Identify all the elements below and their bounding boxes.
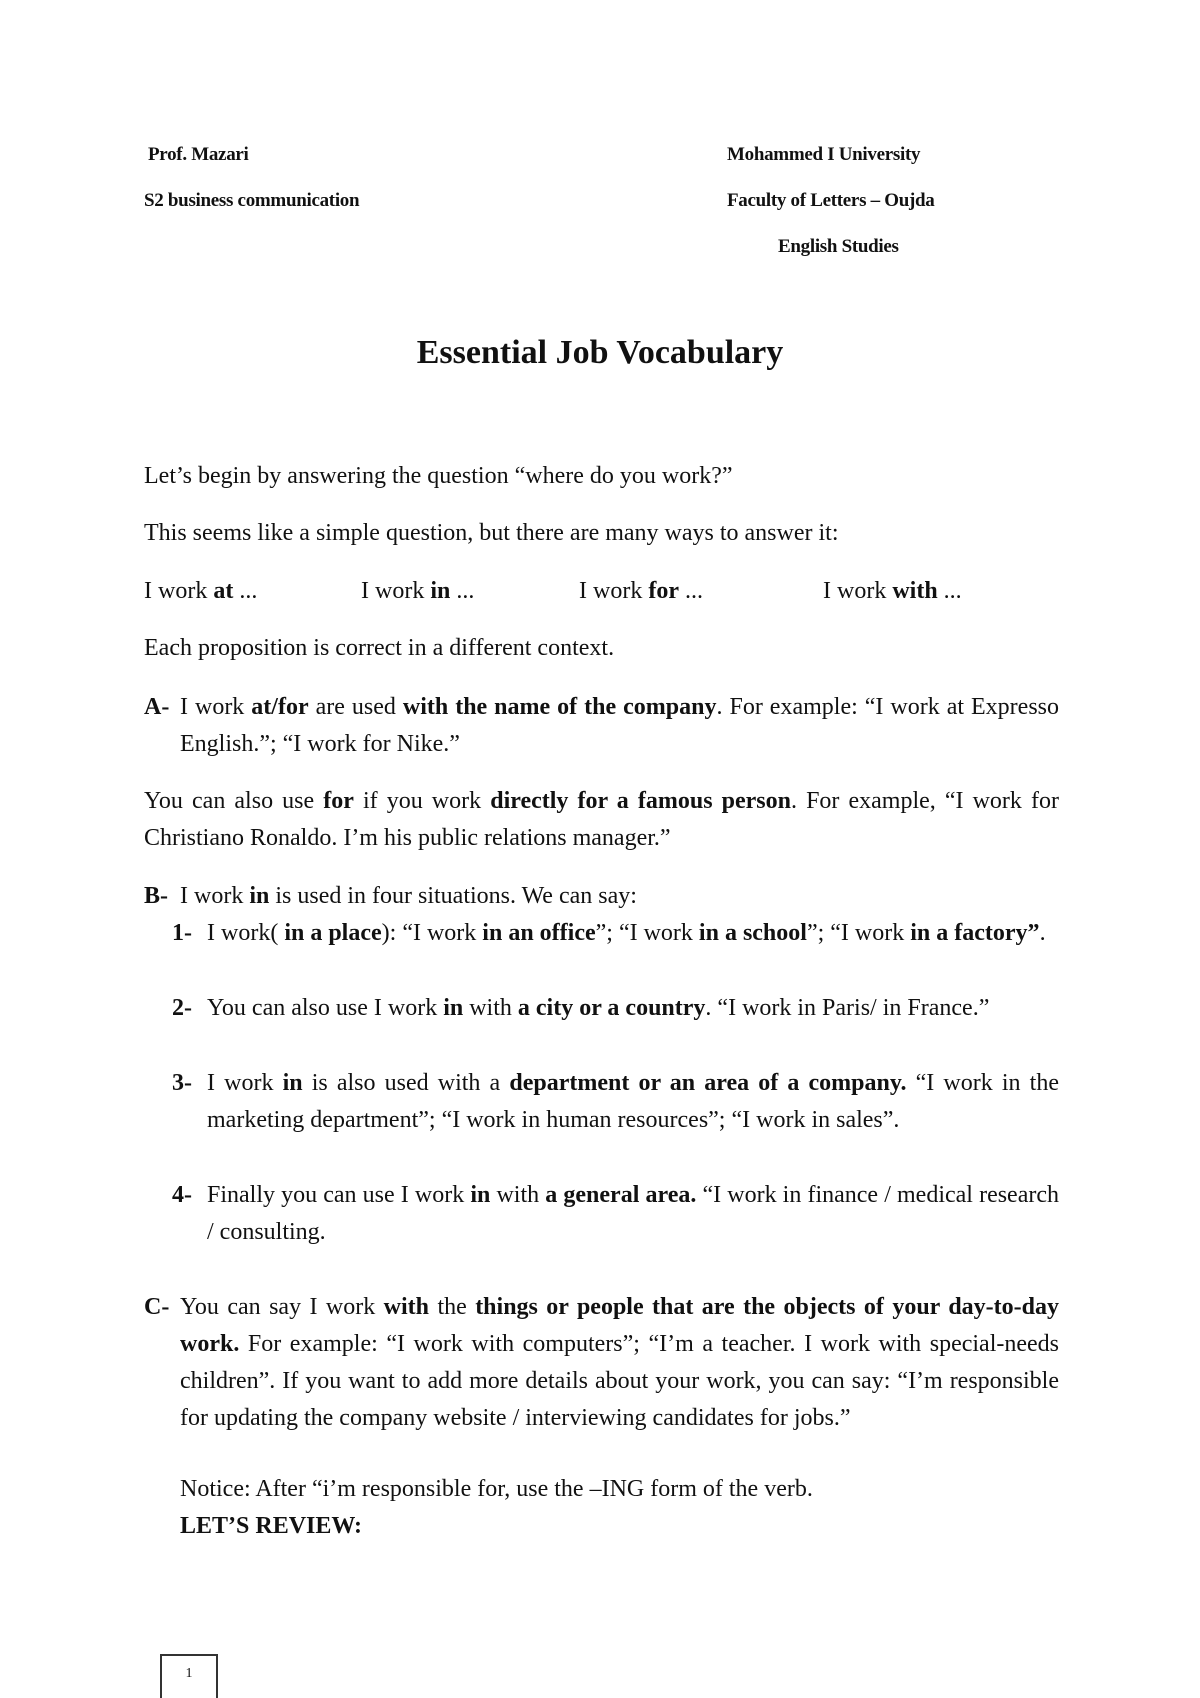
intro-line-1: Let’s begin by answering the question “where do you work?” bbox=[144, 463, 733, 489]
page-number: 1 bbox=[160, 1654, 218, 1698]
list-item-number: 1- bbox=[172, 920, 192, 946]
list-item: 1- I work( in a place): “I work in an office”; “I work in a school”; “I work in a factory”. bbox=[144, 915, 1059, 952]
page-title: Essential Job Vocabulary bbox=[416, 334, 784, 371]
option-at: I work at ... bbox=[144, 578, 258, 604]
list-item-number: 2- bbox=[172, 995, 192, 1021]
professor-name: Prof. Mazari bbox=[148, 144, 249, 165]
section-b bbox=[144, 878, 1059, 915]
list-item-number: 3- bbox=[172, 1070, 192, 1096]
option-for: I work for ... bbox=[579, 578, 703, 604]
review-heading: LET’S REVIEW: bbox=[180, 1513, 363, 1539]
university-name: Mohammed I University bbox=[727, 144, 921, 165]
section-b-text: I work in is used in four situations. We can say: bbox=[180, 883, 637, 909]
list-item: 4- Finally you can use I work in with a general area. “I work in finance / medical research / consulting. bbox=[144, 1177, 1059, 1251]
intro-line-3: Each proposition is correct in a different context. bbox=[144, 635, 615, 661]
section-a bbox=[144, 689, 1059, 763]
section-a-text: I work at/for are used with the name of the company. For example: “I work at Expresso English.”; “I work for Nike.” bbox=[180, 694, 1059, 757]
section-a-label: A- bbox=[144, 694, 170, 720]
section-b-label: B- bbox=[144, 883, 168, 909]
notice-line: Notice: After “i’m responsible for, use the –ING form of the verb. bbox=[180, 1476, 813, 1502]
section-c-label: C- bbox=[144, 1294, 170, 1320]
list-item-number: 4- bbox=[172, 1182, 192, 1208]
list-item: 2- You can also use I work in with a city or a country. “I work in Paris/ in France.” bbox=[144, 990, 1059, 1027]
faculty-name: Faculty of Letters – Oujda bbox=[727, 190, 935, 211]
course-name: S2 business communication bbox=[144, 190, 360, 211]
section-c bbox=[144, 1289, 1059, 1437]
department-name: English Studies bbox=[778, 236, 899, 257]
option-in: I work in ... bbox=[361, 578, 475, 604]
famous-person-paragraph: You can also use for if you work directly for a famous person. For example, “I work for Christiano Ronaldo. I’m his public relations manager.” bbox=[144, 788, 1059, 851]
list-item: 3- I work in is also used with a department or an area of a company. “I work in the marketing department”; “I work in human resources”; “I work in sales”. bbox=[144, 1065, 1059, 1139]
option-with: I work with ... bbox=[823, 578, 962, 604]
section-c-text: You can say I work with the things or people that are the objects of your day-to-day work. For example: “I work with computers”; “I’m a teacher. I work with special-needs children”. If you want to add more details about your work, you can say: “I’m responsible for updating the company website / interviewing candidates for jobs.” bbox=[180, 1294, 1059, 1431]
intro-line-2: This seems like a simple question, but there are many ways to answer it: bbox=[144, 520, 839, 546]
